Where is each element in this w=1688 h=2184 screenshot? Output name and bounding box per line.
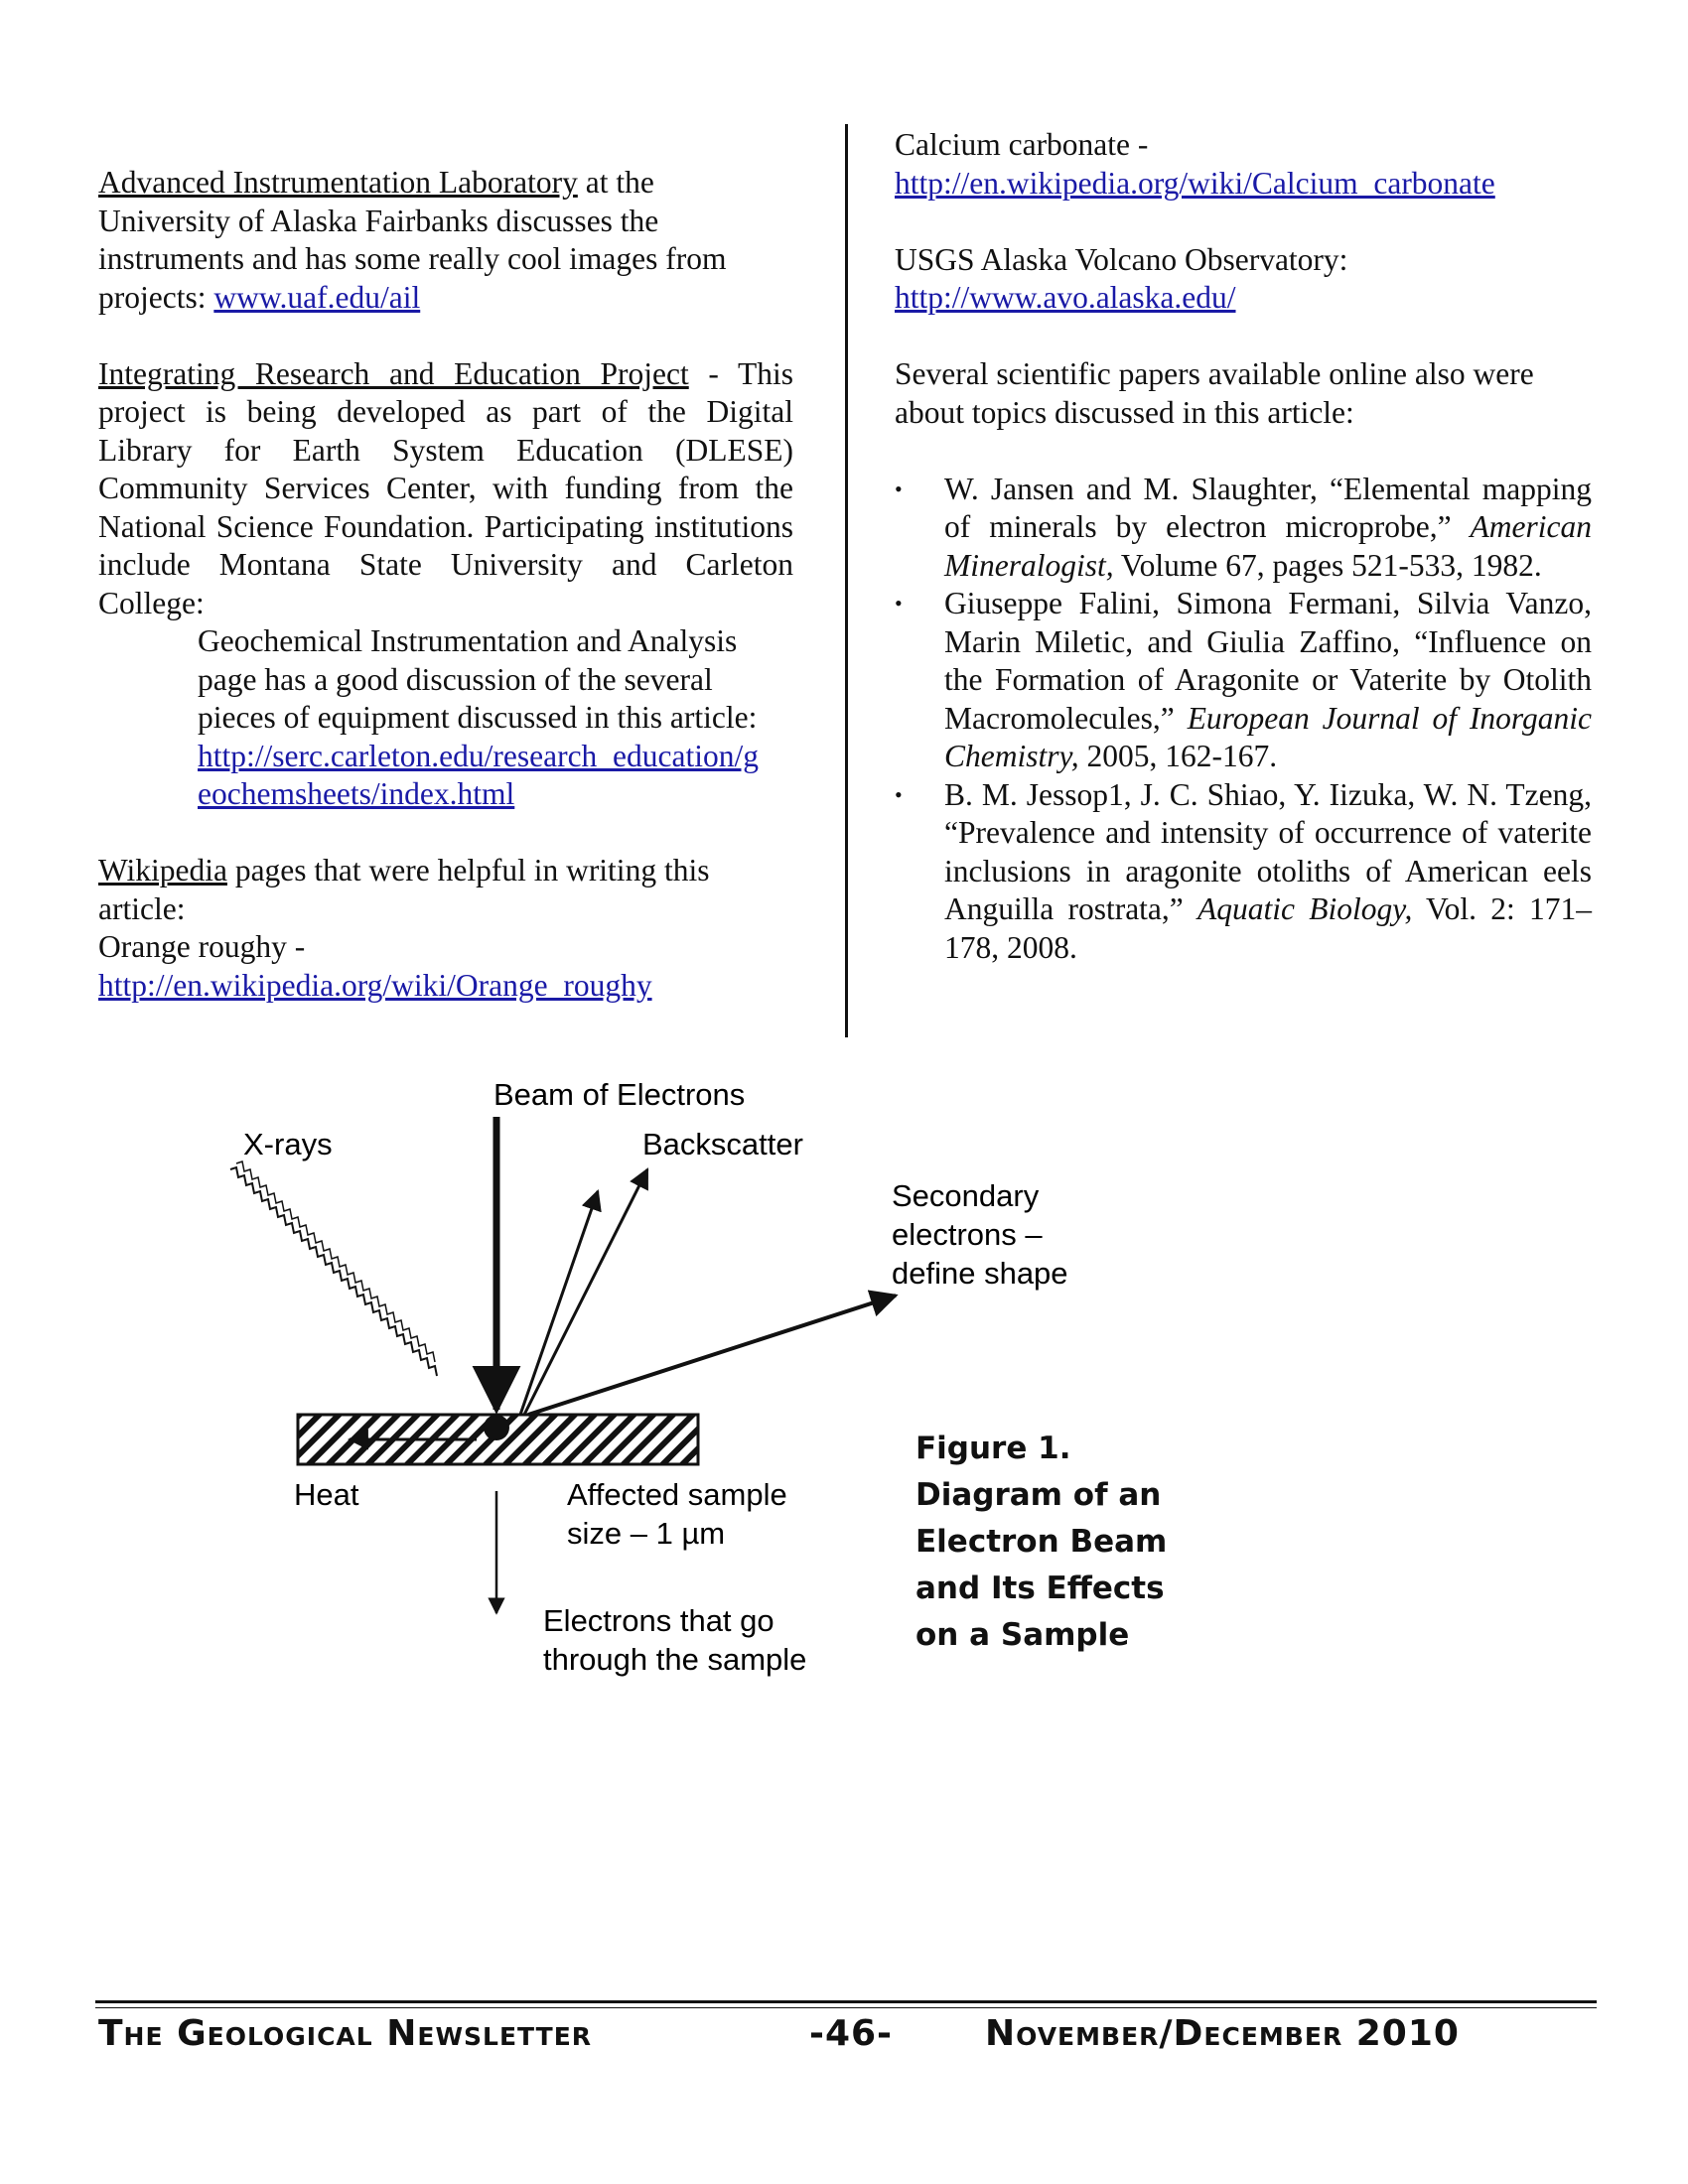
caption-line: Figure 1.	[915, 1431, 1071, 1466]
reference-item: • B. M. Jessop1, J. C. Shiao, Y. Iizuka, W. N. Tzeng, “Prevalence and intensity of occurrence of vaterite inclusions in aragonite otoliths of American eels Anguilla rostrata,” Aquatic Biology, Vol. 2: 171–178, 2008.	[895, 776, 1592, 968]
caption-line: and Its Effects	[915, 1570, 1165, 1606]
affected-label-2: size – 1 µm	[567, 1516, 726, 1551]
papers-intro: Several scientific papers available online also were about topics discussed in this article:	[895, 356, 1534, 430]
xrays-label: X-rays	[243, 1127, 333, 1161]
usgs-label: USGS Alaska Volcano Observatory:	[895, 241, 1348, 277]
caption-line: Diagram of an	[915, 1477, 1162, 1513]
irep-paragraph	[98, 355, 793, 623]
issue-date: November/December 2010	[985, 2013, 1460, 2054]
through-label-1: Electrons that go	[543, 1603, 774, 1638]
xray-wave-shadow	[236, 1161, 435, 1362]
impact-point	[484, 1415, 509, 1440]
reference-item: • Giuseppe Falini, Simona Fermani, Silvia Vanzo, Marin Miletic, and Giulia Zaffino, “Influence on the Formation of Aragonite or Vaterite by Otolith Macromolecules,” European Journal of Inorganic Chemistry, 2005, 162-167.	[895, 585, 1592, 776]
secondary-arrow	[528, 1296, 896, 1415]
calcium-link[interactable]: http://en.wikipedia.org/wiki/Calcium_carbonate	[895, 165, 1495, 201]
ail-title: Advanced Instrumentation Laboratory	[98, 165, 578, 200]
newsletter-title: The Geological Newsletter	[98, 2013, 593, 2054]
uaf-link[interactable]: www.uaf.edu/ail	[213, 279, 421, 315]
journal-name: American Mineralogist,	[944, 509, 1592, 583]
serc-link[interactable]: http://serc.carleton.edu/research_education/g eochemsheets/index.html	[198, 738, 760, 811]
reference-list	[895, 471, 1592, 968]
heat-label: Heat	[294, 1477, 359, 1512]
affected-label-1: Affected sample	[567, 1477, 787, 1512]
wikipedia-title: Wikipedia	[98, 853, 227, 887]
right-column	[895, 126, 1592, 967]
beam-label: Beam of Electrons	[493, 1077, 746, 1112]
irep-title: Integrating Research and Education Project	[98, 355, 689, 391]
caption-line: on a Sample	[915, 1617, 1130, 1653]
through-label-2: through the sample	[543, 1642, 807, 1677]
secondary-label-3: define shape	[892, 1256, 1068, 1291]
journal-name: European Journal of Inorganic Chemistry,	[944, 700, 1593, 773]
journal-name: Aquatic Biology,	[1197, 891, 1413, 926]
usgs-paragraph	[895, 241, 1592, 318]
ail-text: at the University of Alaska Fairbanks discusses the instruments and has some really cool images from projects:	[98, 165, 727, 315]
page-number: -46-	[809, 2013, 893, 2054]
orange-roughy-link[interactable]: http://en.wikipedia.org/wiki/Orange_roughy	[98, 967, 652, 1003]
caption-line: Electron Beam	[915, 1524, 1168, 1560]
electron-beam-diagram	[0, 1052, 1688, 1688]
figure-caption	[915, 1426, 1243, 1659]
geochem-text: Geochemical Instrumentation and Analysis page has a good discussion of the several pieces of equipment discussed in this article:	[198, 623, 758, 735]
orange-roughy-label: Orange roughy -	[98, 929, 306, 964]
calcium-paragraph	[895, 126, 1592, 203]
avo-link[interactable]: http://www.avo.alaska.edu/	[895, 280, 1236, 315]
left-column	[98, 164, 793, 1005]
backscatter-arrow-2	[524, 1169, 647, 1415]
geochem-paragraph	[198, 622, 793, 814]
backscatter-label: Backscatter	[642, 1127, 803, 1161]
wikipedia-paragraph	[98, 852, 793, 1005]
backscatter-arrow-1	[520, 1191, 598, 1415]
secondary-label-1: Secondary	[892, 1178, 1040, 1213]
xray-wave	[230, 1167, 437, 1376]
wikipedia-text: pages that were helpful in writing this article:	[98, 853, 710, 926]
footer-rule-thin	[95, 2007, 1597, 2008]
calcium-label: Calcium carbonate -	[895, 127, 1149, 162]
secondary-label-2: electrons –	[892, 1217, 1043, 1252]
footer-rule	[95, 2000, 1597, 2003]
irep-text: - This project is being developed as part of the Digital Library for Earth System Education (DLESE) Community Services Center, with funding from the National Science Foundation. Participating institutions include Montana State University and Carleton College:	[98, 355, 793, 620]
column-divider	[845, 124, 848, 1037]
ail-paragraph	[98, 164, 793, 317]
reference-item: • W. Jansen and M. Slaughter, “Elemental mapping of minerals by electron microprobe,” American Mineralogist, Volume 67, pages 521-533, 1982.	[895, 471, 1592, 586]
